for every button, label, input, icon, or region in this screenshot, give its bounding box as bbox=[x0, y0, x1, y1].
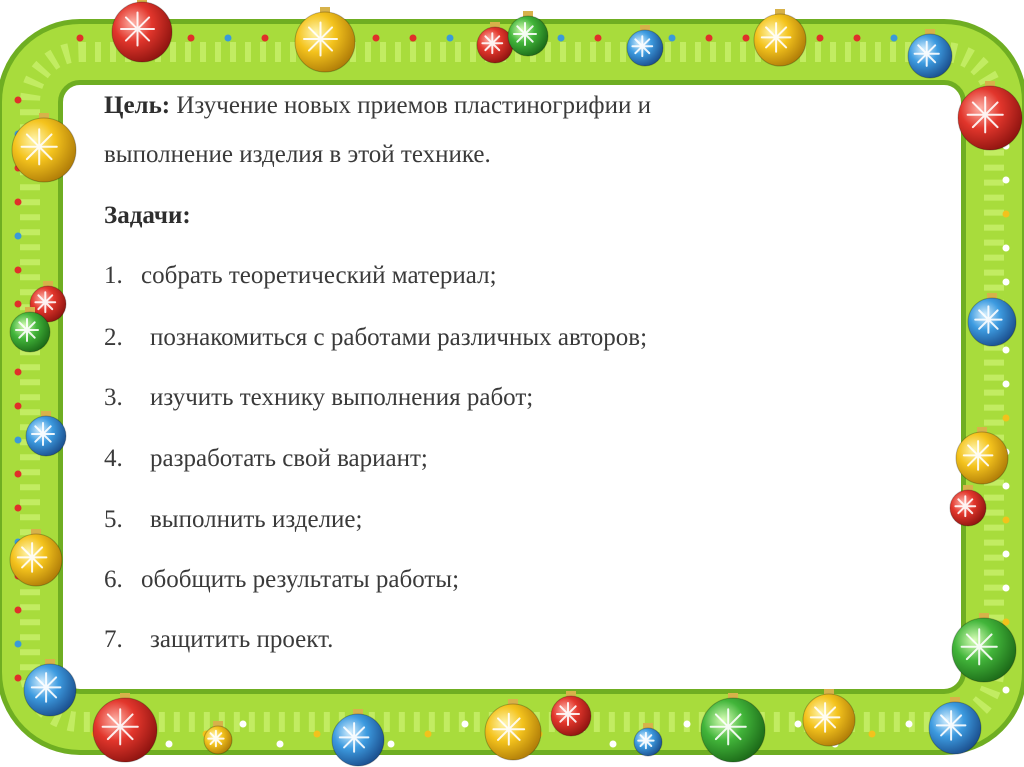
task-item bbox=[104, 566, 459, 594]
garland-bead bbox=[277, 741, 284, 748]
goal-label: Цель: bbox=[104, 92, 171, 119]
garland-bead bbox=[1003, 585, 1010, 592]
garland-bead bbox=[15, 233, 22, 240]
garland-bead bbox=[15, 641, 22, 648]
garland-bead bbox=[743, 35, 750, 42]
garland-bead bbox=[610, 741, 617, 748]
goal-text-1: Изучение новых приемов пластиногрифии и bbox=[176, 92, 651, 119]
garland-bead bbox=[166, 741, 173, 748]
christmas-ball-icon bbox=[754, 9, 806, 66]
garland-bead bbox=[188, 35, 195, 42]
garland-bead bbox=[15, 301, 22, 308]
garland-bead bbox=[314, 731, 321, 738]
task-text: изучить технику выполнения работ; bbox=[150, 384, 534, 411]
garland-bead bbox=[15, 675, 22, 682]
task-number: 5. bbox=[104, 506, 123, 533]
task-text: разработать свой вариант; bbox=[150, 445, 428, 472]
christmas-ball-icon bbox=[112, 0, 172, 62]
garland-bead bbox=[817, 35, 824, 42]
garland-bead bbox=[669, 35, 676, 42]
task-item bbox=[104, 384, 533, 412]
garland-bead bbox=[15, 369, 22, 376]
garland-bead bbox=[684, 721, 691, 728]
garland-bead bbox=[15, 437, 22, 444]
christmas-ball-icon bbox=[508, 11, 548, 56]
garland-bead bbox=[891, 35, 898, 42]
garland-bead bbox=[447, 35, 454, 42]
goal-line-1 bbox=[104, 92, 651, 120]
garland-bead bbox=[706, 35, 713, 42]
garland-bead bbox=[595, 35, 602, 42]
garland-bead bbox=[1003, 517, 1010, 524]
garland-bead bbox=[1003, 381, 1010, 388]
task-number: 7. bbox=[104, 626, 123, 653]
garland-bead bbox=[15, 505, 22, 512]
task-item bbox=[104, 324, 647, 352]
task-number: 6. bbox=[104, 566, 123, 593]
garland-bead bbox=[15, 97, 22, 104]
garland-bead bbox=[15, 471, 22, 478]
garland-bead bbox=[77, 35, 84, 42]
garland-bead bbox=[425, 731, 432, 738]
goal-line-2: выполнение изделия в этой технике. bbox=[104, 141, 491, 168]
garland-bead bbox=[1003, 245, 1010, 252]
garland-bead bbox=[15, 199, 22, 206]
garland-bead bbox=[1003, 415, 1010, 422]
task-number: 4. bbox=[104, 445, 123, 472]
garland-bead bbox=[462, 721, 469, 728]
garland-bead bbox=[558, 35, 565, 42]
garland-bead bbox=[906, 721, 913, 728]
garland-bead bbox=[262, 35, 269, 42]
garland-bead bbox=[15, 267, 22, 274]
garland-bead bbox=[373, 35, 380, 42]
garland-bead bbox=[795, 721, 802, 728]
task-item bbox=[104, 626, 333, 654]
task-number: 1. bbox=[104, 262, 123, 289]
garland-bead bbox=[854, 35, 861, 42]
garland-bead bbox=[1003, 279, 1010, 286]
garland-bead bbox=[240, 721, 247, 728]
garland-bead bbox=[15, 607, 22, 614]
task-item bbox=[104, 445, 428, 473]
garland-bead bbox=[1003, 347, 1010, 354]
garland-bead bbox=[410, 35, 417, 42]
task-number: 2. bbox=[104, 324, 123, 351]
christmas-ball-icon bbox=[295, 7, 355, 72]
task-text: защитить проект. bbox=[150, 626, 334, 653]
garland-bead bbox=[388, 741, 395, 748]
task-number: 3. bbox=[104, 384, 123, 411]
garland-bead bbox=[869, 731, 876, 738]
task-item bbox=[104, 262, 497, 290]
garland-bead bbox=[225, 35, 232, 42]
task-text: обобщить результаты работы; bbox=[141, 566, 460, 593]
tasks-heading: Задачи: bbox=[104, 202, 191, 229]
garland-bead bbox=[1003, 687, 1010, 694]
garland-bead bbox=[1003, 177, 1010, 184]
task-text: познакомиться с работами различных авторов; bbox=[150, 324, 648, 351]
garland-bead bbox=[1003, 551, 1010, 558]
task-text: выполнить изделие; bbox=[150, 506, 363, 533]
garland-bead bbox=[15, 403, 22, 410]
garland-bead bbox=[1003, 211, 1010, 218]
task-item bbox=[104, 506, 362, 534]
garland-bead bbox=[1003, 483, 1010, 490]
task-text: собрать теоретический материал; bbox=[141, 262, 497, 289]
